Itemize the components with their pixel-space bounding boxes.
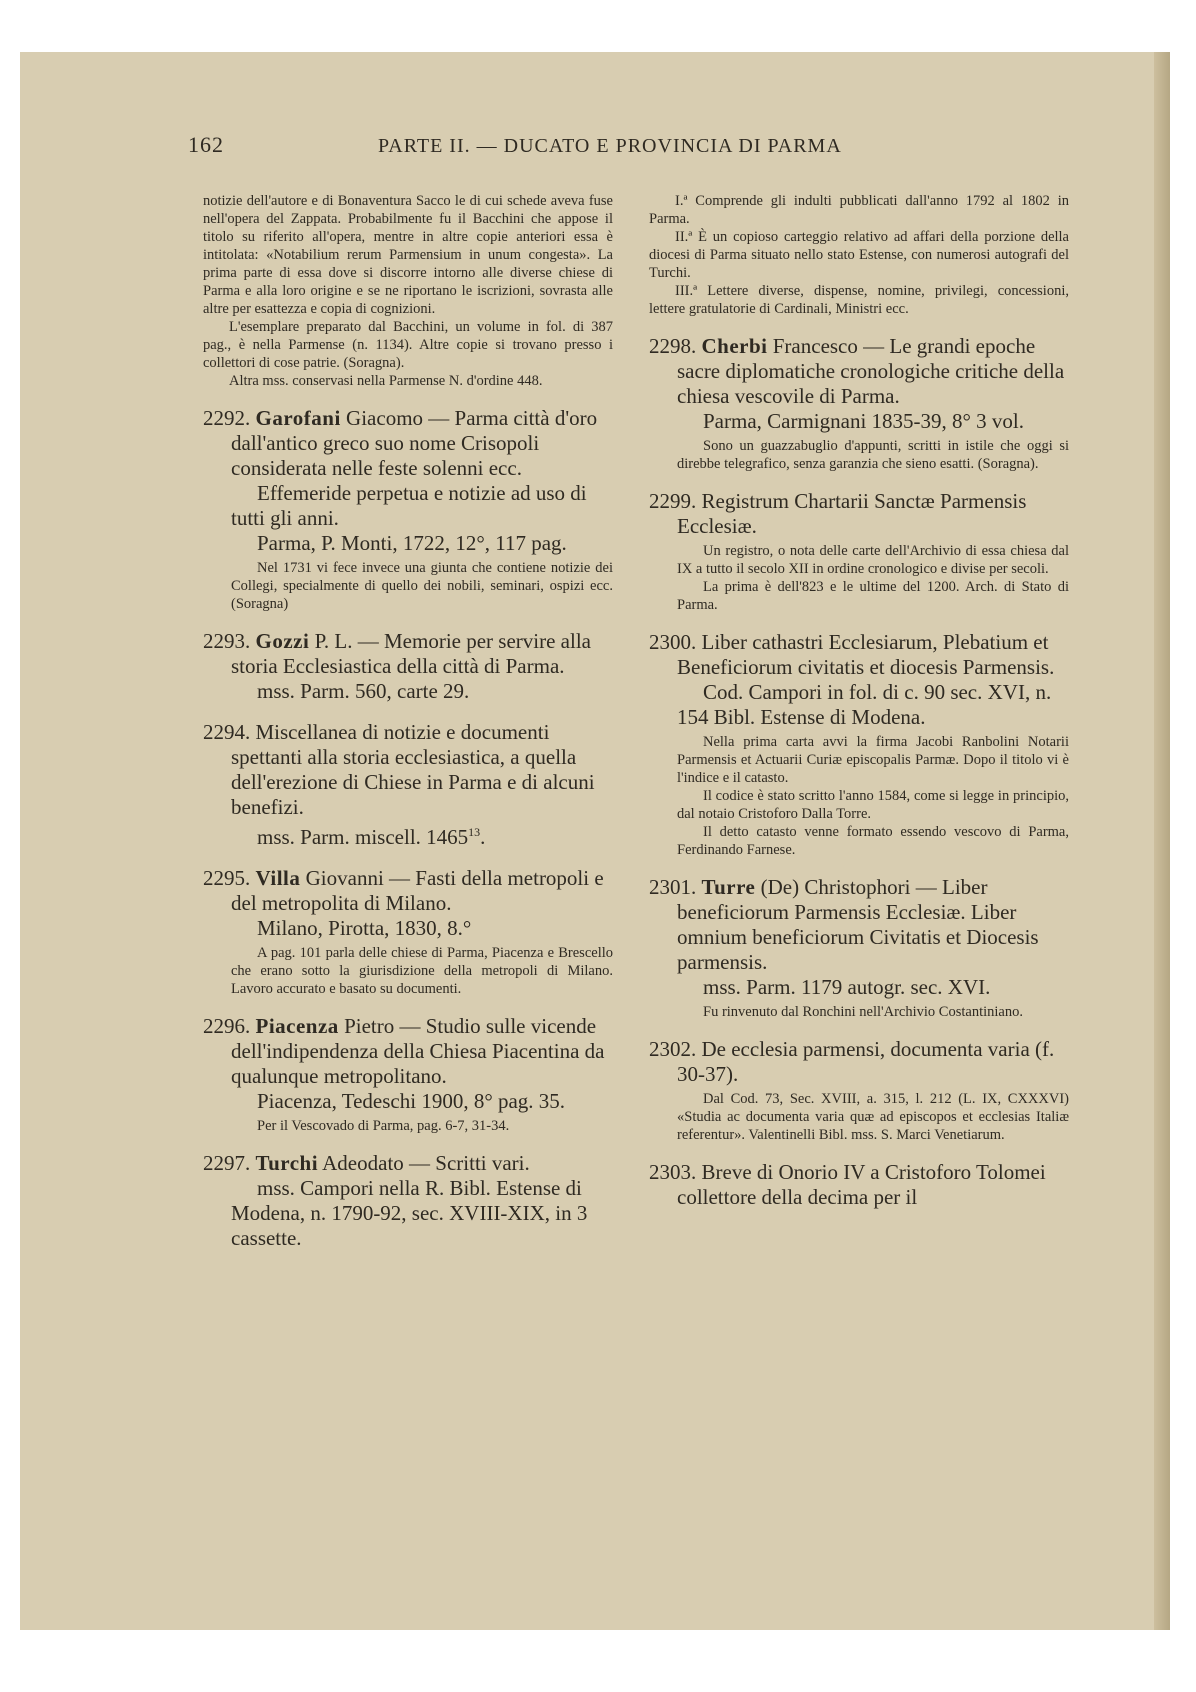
entry-title-text: Liber cathastri Ecclesiarum, Plebatium et Beneficiorum civitatis et diocesis Parmensis.	[677, 630, 1055, 679]
entry-2296	[203, 1014, 613, 1135]
entry-title-text: De ecclesia parmensi, documenta varia (f. 30-37).	[677, 1037, 1055, 1086]
entry-note: Il codice è stato scritto l'anno 1584, come si legge in principio, dal notaio Cristoforo Dalla Torre.	[677, 788, 1069, 822]
continuation-paragraph: III.ª Lettere diverse, dispense, nomine, privilegi, concessioni, lettere gratulatorie di Cardinali, Ministri ecc.	[649, 283, 1069, 317]
entry-title	[649, 630, 1069, 680]
entry-number: 2299.	[649, 489, 697, 513]
entry-author: Gozzi	[255, 629, 310, 653]
entry-author: Piacenza	[255, 1014, 339, 1038]
entry-title	[203, 1014, 613, 1089]
entry-title	[203, 720, 613, 820]
entry-title-text: Miscellanea di notizie e documenti spettanti alla storia ecclesiastica, a quella dell'erezione di Chiese in Parma e di alcuni benefizi.	[231, 720, 595, 819]
entry-title	[649, 1037, 1069, 1087]
entry-imprint: Parma, P. Monti, 1722, 12°, 117 pag.	[257, 531, 567, 555]
entry-note: Nel 1731 vi fece invece una giunta che contiene notizie dei Collegi, specialmente di quello dei nobili, seminari, ospizi ecc. (Soragna)	[231, 560, 613, 612]
entry-number: 2301.	[649, 875, 697, 899]
entry-2295	[203, 866, 613, 998]
entry-title-text: (De) Christophori — Liber beneficiorum Parmensis Ecclesiæ. Liber omnium beneficiorum Civitatis et Diocesis parmensis.	[677, 875, 1039, 974]
entry-note: Per il Vescovado di Parma, pag. 6-7, 31-34.	[257, 1118, 510, 1134]
entry-2297	[203, 1151, 613, 1251]
entry-imprint: mss. Campori nella R. Bibl. Estense di Modena, n. 1790-92, sec. XVIII-XIX, in 3 cassette.	[231, 1176, 588, 1250]
entry-author: Garofani	[255, 406, 341, 430]
entry-note: A pag. 101 parla delle chiese di Parma, Piacenza e Brescello che erano sotto la giurisdizione della metropoli di Milano. Lavoro accurato e basato su documenti.	[231, 945, 613, 997]
continuation-paragraph: I.ª Comprende gli indulti pubblicati dall'anno 1792 al 1802 in Parma.	[649, 193, 1069, 227]
entry-title	[203, 866, 613, 916]
entry-title-text: Giacomo — Parma città d'oro dall'antico greco suo nome Crisopoli considerata nelle feste solenni ecc.	[231, 406, 598, 480]
entry-imprint: Milano, Pirotta, 1830, 8.°	[257, 916, 472, 940]
entry-number: 2292.	[203, 406, 251, 430]
entry-note: Il detto catasto venne formato essendo vescovo di Parma, Ferdinando Farnese.	[677, 824, 1069, 858]
entry-imprint: Cod. Campori in fol. di c. 90 sec. XVI, n. 154 Bibl. Estense di Modena.	[677, 680, 1052, 729]
entry-2301	[649, 875, 1069, 1021]
entry-title	[203, 1151, 613, 1176]
entry-title	[649, 489, 1069, 539]
imprint-text: mss. Parm. miscell. 1465	[257, 825, 469, 849]
entry-title-text: Adeodato — Scritti vari.	[322, 1151, 530, 1175]
entry-author: Turre	[701, 875, 756, 899]
entry-number: 2293.	[203, 629, 251, 653]
entry-note: Nella prima carta avvi la firma Jacobi Ranbolini Notarii Parmensis et Actuarii Curiæ episcopalis Parmæ. Dopo il titolo vi è l'indice e il catasto.	[677, 734, 1069, 786]
entry-imprint: mss. Parm. 560, carte 29.	[257, 679, 470, 703]
imprint-end: .	[480, 825, 486, 849]
entry-title-text: Pietro — Studio sulle vicende dell'indipendenza della Chiesa Piacentina da qualunque metropolitano.	[231, 1014, 605, 1088]
entry-imprint: Parma, Carmignani 1835-39, 8° 3 vol.	[703, 409, 1025, 433]
entry-2292	[203, 406, 613, 613]
entry-note: Dal Cod. 73, Sec. XVIII, a. 315, l. 212 (L. IX, CXXXVI) «Studia ac documenta varia quæ ad episcopos et ecclesias Italiæ referentur». Valentinelli Bibl. mss. S. Marci Venetiarum.	[677, 1091, 1069, 1143]
entry-note: Un registro, o nota delle carte dell'Archivio di essa chiesa dal IX a tutto il secolo XII in ordine cronologico e divise per secoli.	[677, 543, 1069, 577]
page-edge	[1154, 52, 1170, 1630]
entry-title	[649, 334, 1069, 409]
entry-imprint: mss. Parm. 1179 autogr. sec. XVI.	[703, 975, 991, 999]
entry-number: 2300.	[649, 630, 697, 654]
entry-title-text: P. L. — Memorie per servire alla storia Ecclesiastica della città di Parma.	[231, 629, 591, 678]
entry-author: Villa	[255, 866, 301, 890]
continuation-paragraph: II.ª È un copioso carteggio relativo ad affari della porzione della diocesi di Parma situato nello stato Estense, con numerosi autografi del Turchi.	[649, 229, 1069, 281]
entry-title-text: Registrum Chartarii Sanctæ Parmensis Ecclesiæ.	[677, 489, 1027, 538]
entry-title-text: Francesco — Le grandi epoche sacre diplomatiche cronologiche critiche della chiesa vescovile di Parma.	[677, 334, 1065, 408]
entry-number: 2297.	[203, 1151, 251, 1175]
entry-2300	[649, 630, 1069, 859]
entry-2293	[203, 629, 613, 704]
running-title: PARTE II. — DUCATO E PROVINCIA DI PARMA	[378, 135, 842, 157]
imprint-superscript: 13	[468, 825, 481, 839]
entry-title	[203, 406, 613, 481]
page-header	[188, 132, 1068, 162]
continuation-paragraph: Altra mss. conservasi nella Parmense N. d'ordine 448.	[229, 373, 543, 389]
continuation-paragraph: L'esemplare preparato dal Bacchini, un volume in fol. di 387 pag., è nella Parmense (n. 1134). Altre copie si trovano presso i collettori di cose patrie. (Soragna).	[203, 319, 613, 371]
entry-number: 2294.	[203, 720, 251, 744]
entry-2294	[203, 720, 613, 850]
entry-number: 2295.	[203, 866, 251, 890]
right-column	[649, 192, 1069, 1210]
entry-imprint: Piacenza, Tedeschi 1900, 8° pag. 35.	[257, 1089, 566, 1113]
entry-2298	[649, 334, 1069, 473]
entry-subtitle: Effemeride perpetua e notizie ad uso di tutti gli anni.	[231, 481, 587, 530]
entry-number: 2298.	[649, 334, 697, 358]
entry-number: 2302.	[649, 1037, 697, 1061]
continuation-paragraph: notizie dell'autore e di Bonaventura Sacco le di cui schede aveva fuse nell'opera del Zappata. Probabilmente fu il Bacchini che appose il titolo su riferito all'opera, mentre in altre copie anteriori essa è intitolata: «Notabilium rerum Parmensium in unum congesta». La prima parte di essa dove si discorre intorno alle diverse chiese di Parma e alla loro origine e se ne riportano le iscrizioni, sovrasta alle altre per esattezza e copia di cognizioni.	[203, 193, 613, 317]
entry-title-text: Breve di Onorio IV a Cristoforo Tolomei collettore della decima per il	[677, 1160, 1046, 1209]
entry-note: Fu rinvenuto dal Ronchini nell'Archivio Costantiniano.	[703, 1004, 1023, 1020]
entry-imprint	[203, 820, 613, 850]
entry-2302	[649, 1037, 1069, 1144]
entry-number: 2303.	[649, 1160, 697, 1184]
entry-note: Sono un guazzabuglio d'appunti, scritti in istile che oggi si direbbe telegrafico, senza garanzia che sieno esatti. (Soragna).	[677, 438, 1069, 472]
entry-author: Turchi	[255, 1151, 319, 1175]
left-column	[203, 192, 613, 1251]
entry-title	[649, 1160, 1069, 1210]
entry-number: 2296.	[203, 1014, 251, 1038]
entry-2303	[649, 1160, 1069, 1210]
entry-title	[203, 629, 613, 679]
entry-author: Cherbi	[701, 334, 768, 358]
page-number: 162	[188, 132, 224, 157]
entry-title-text: Giovanni — Fasti della metropoli e del metropolita di Milano.	[231, 866, 604, 915]
entry-title	[649, 875, 1069, 975]
entry-note: La prima è dell'823 e le ultime del 1200. Arch. di Stato di Parma.	[677, 579, 1069, 613]
entry-2299	[649, 489, 1069, 614]
